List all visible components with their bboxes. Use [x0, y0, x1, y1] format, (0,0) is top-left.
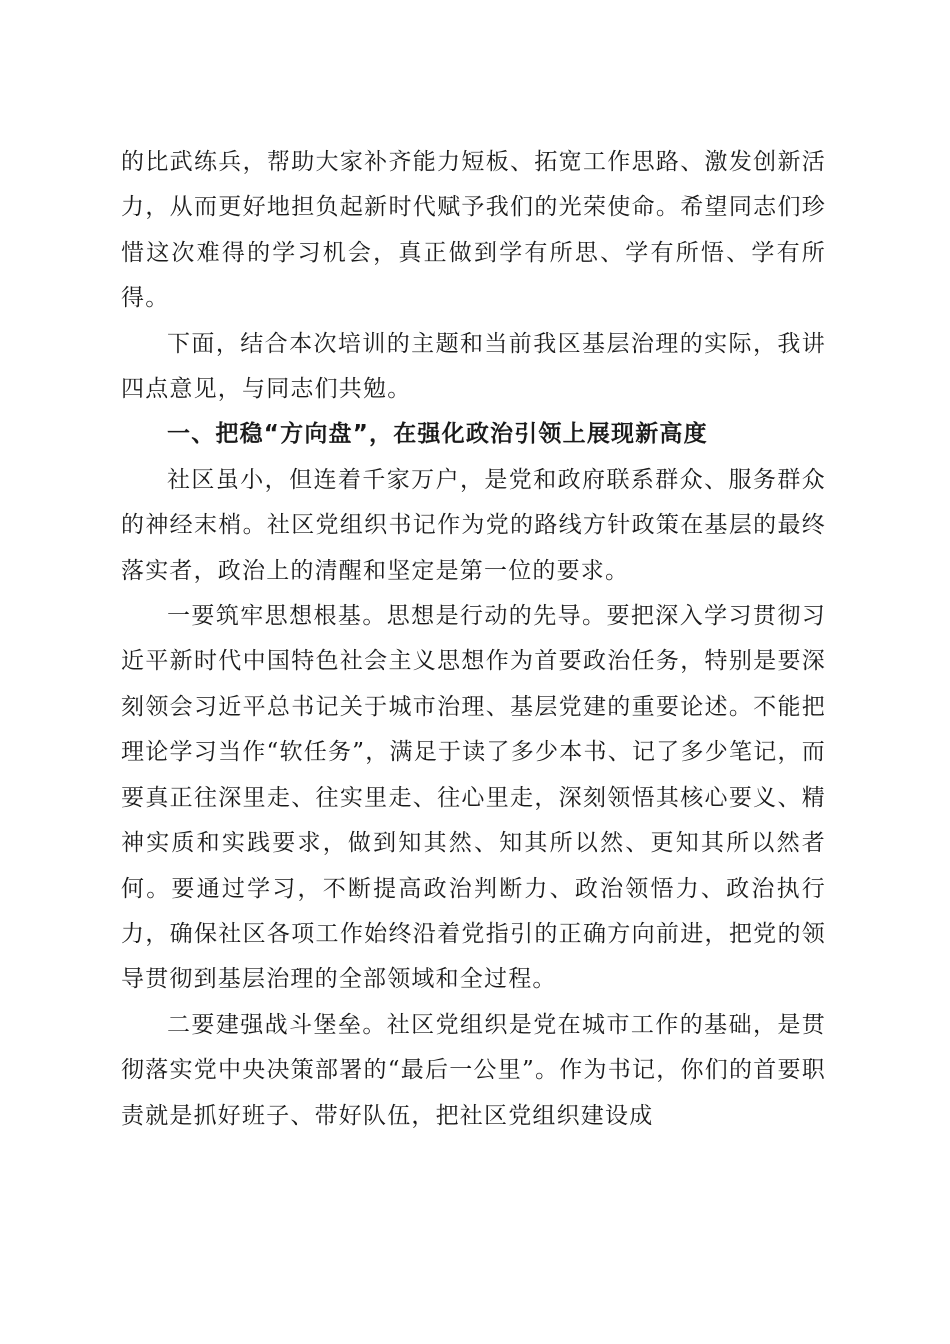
section-heading-1: 一、把稳“方向盘”，在强化政治引领上展现新高度: [167, 421, 708, 448]
document-body: [121, 140, 826, 1139]
paragraph-intro: 下面，结合本次培训的主题和当前我区基层治理的实际，我讲四点意见，与同志们共勉。: [121, 330, 826, 403]
paragraph-point-2: 二要建强战斗堡垒。社区党组织是党在城市工作的基础，是贯彻落实党中央决策部署的“最后一公里”。作为书记，你们的首要职责就是抓好班子、带好队伍，把社区党组织建设成: [121, 1011, 826, 1129]
paragraph-continuation: 的比武练兵，帮助大家补齐能力短板、拓宽工作思路、激发创新活力，从而更好地担负起新时代赋予我们的光荣使命。希望同志们珍惜这次难得的学习机会，真正做到学有所思、学有所悟、学有所得。: [121, 149, 826, 312]
paragraph-point-1: 一要筑牢思想根基。思想是行动的先导。要把深入学习贯彻习近平新时代中国特色社会主义思想作为首要政治任务，特别是要深刻领会习近平总书记关于城市治理、基层党建的重要论述。不能把理论学习当作“软任务”，满足于读了多少本书、记了多少笔记，而要真正往深里走、往实里走、往心里走，深刻领悟其核心要义、精神实质和实践要求，做到知其然、知其所以然、更知其所以然者何。要通过学习，不断提高政治判断力、政治领悟力、政治执行力，确保社区各项工作始终沿着党指引的正确方向前进，把党的领导贯彻到基层治理的全部领域和全过程。: [121, 603, 826, 993]
paragraph-community: 社区虽小，但连着千家万户，是党和政府联系群众、服务群众的神经末梢。社区党组织书记作为党的路线方针政策在基层的最终落实者，政治上的清醒和坚定是第一位的要求。: [121, 466, 826, 584]
